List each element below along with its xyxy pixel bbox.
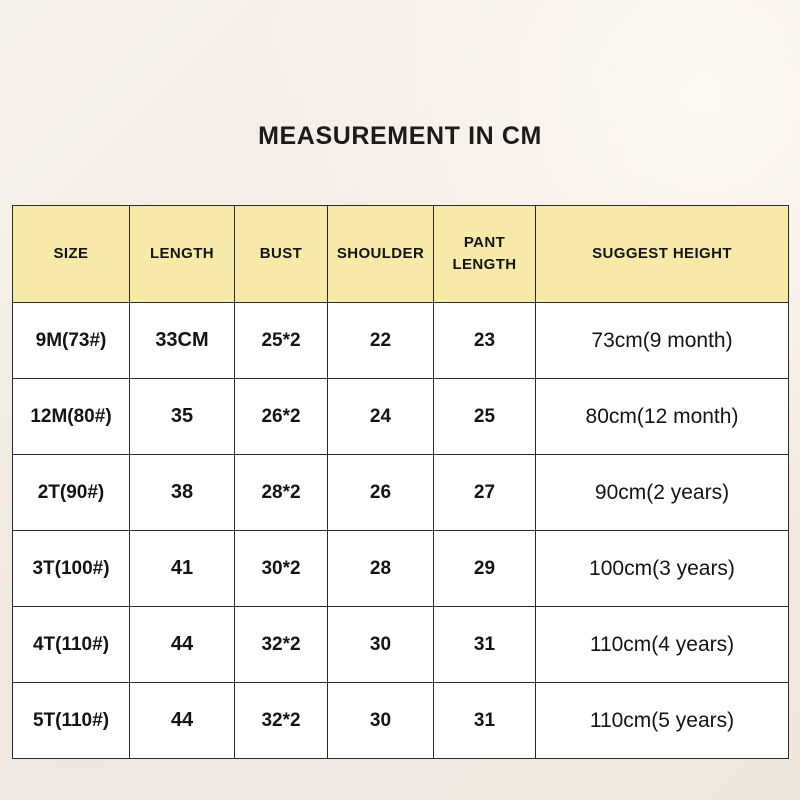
size-table-container (12, 205, 788, 759)
cell-pant-length: 25 (434, 379, 536, 455)
table-row (13, 531, 789, 607)
page-title: MEASUREMENT IN CM (258, 122, 542, 150)
cell-size: 9M(73#) (13, 303, 130, 379)
table-body (13, 303, 789, 759)
table-header-row (13, 206, 789, 303)
table-row (13, 607, 789, 683)
cell-pant-length: 23 (434, 303, 536, 379)
cell-pant-length: 27 (434, 455, 536, 531)
cell-size: 5T(110#) (13, 683, 130, 759)
cell-shoulder: 22 (328, 303, 434, 379)
cell-pant-length: 31 (434, 607, 536, 683)
cell-shoulder: 28 (328, 531, 434, 607)
cell-bust: 25*2 (235, 303, 328, 379)
cell-suggest-height: 100cm(3 years) (536, 531, 789, 607)
cell-size: 4T(110#) (13, 607, 130, 683)
cell-length: 44 (130, 607, 235, 683)
column-header-bust: BUST (235, 206, 328, 303)
cell-size: 12M(80#) (13, 379, 130, 455)
cell-size: 3T(100#) (13, 531, 130, 607)
table-header (13, 206, 789, 303)
cell-suggest-height: 80cm(12 month) (536, 379, 789, 455)
pant-length-line2: LENGTH (452, 256, 517, 273)
table-row (13, 683, 789, 759)
column-header-shoulder: SHOULDER (328, 206, 434, 303)
cell-pant-length: 31 (434, 683, 536, 759)
cell-bust: 32*2 (235, 683, 328, 759)
column-header-length: LENGTH (130, 206, 235, 303)
table-row (13, 303, 789, 379)
cell-length: 33CM (130, 303, 235, 379)
cell-length: 35 (130, 379, 235, 455)
cell-length: 41 (130, 531, 235, 607)
column-header-pant-length (434, 206, 536, 303)
cell-shoulder: 26 (328, 455, 434, 531)
cell-bust: 28*2 (235, 455, 328, 531)
cell-shoulder: 30 (328, 607, 434, 683)
cell-suggest-height: 110cm(5 years) (536, 683, 789, 759)
cell-bust: 26*2 (235, 379, 328, 455)
cell-length: 38 (130, 455, 235, 531)
pant-length-line1: PANT (463, 233, 506, 251)
cell-size: 2T(90#) (13, 455, 130, 531)
cell-bust: 30*2 (235, 531, 328, 607)
cell-bust: 32*2 (235, 607, 328, 683)
table-row (13, 455, 789, 531)
cell-shoulder: 30 (328, 683, 434, 759)
cell-suggest-height: 90cm(2 years) (536, 455, 789, 531)
column-header-size: SIZE (13, 206, 130, 303)
column-header-suggest-height: SUGGEST HEIGHT (536, 206, 789, 303)
table-row (13, 379, 789, 455)
cell-pant-length: 29 (434, 531, 536, 607)
cell-suggest-height: 73cm(9 month) (536, 303, 789, 379)
cell-suggest-height: 110cm(4 years) (536, 607, 789, 683)
size-table (12, 205, 789, 759)
cell-length: 44 (130, 683, 235, 759)
cell-shoulder: 24 (328, 379, 434, 455)
